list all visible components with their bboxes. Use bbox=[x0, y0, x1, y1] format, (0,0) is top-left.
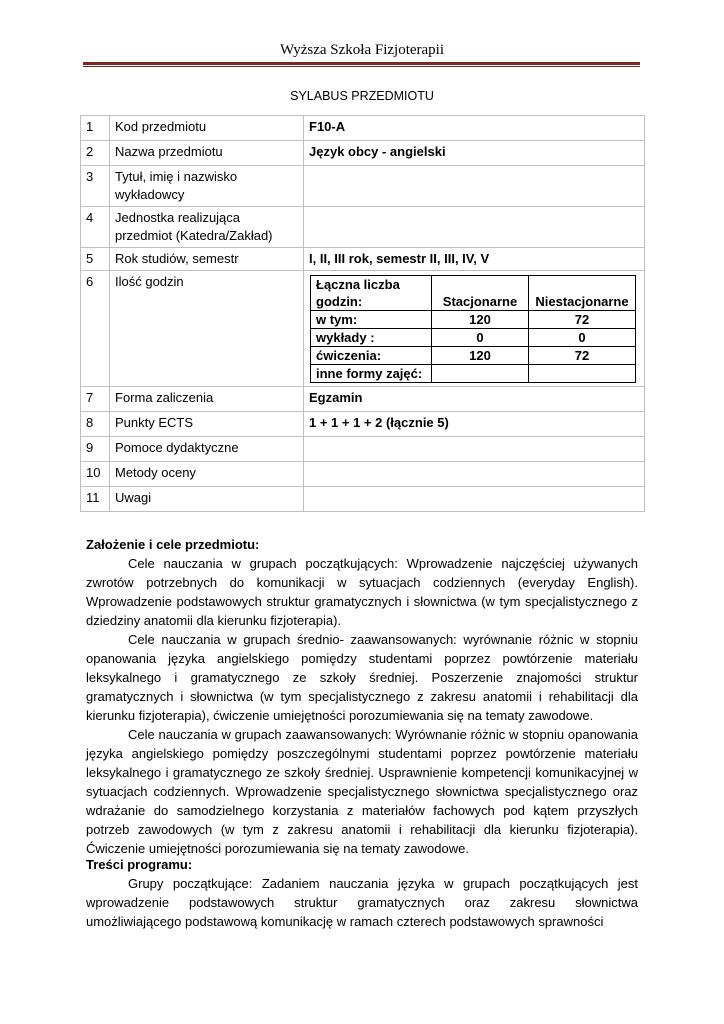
syllabus-table bbox=[80, 115, 645, 512]
table-row bbox=[81, 207, 645, 248]
hours-row-extramural: 0 bbox=[529, 329, 636, 347]
row-label: Pomoce dydaktyczne bbox=[110, 437, 304, 462]
row-number: 5 bbox=[81, 248, 110, 271]
goals-paragraph: Cele nauczania w grupach początkujących: Wprowadzenie najczęściej używanych zwrotów potrzebnych do komunikacji w sytuacjach codziennych (everyday English). Wprowadzenie podstawowych struktur gramatycznych i słownictwa (w tym specjalistycznego z dziedziny anatomii dla kierunku fizjoterapia). bbox=[86, 556, 638, 628]
table-row bbox=[81, 166, 645, 207]
row-number: 7 bbox=[81, 387, 110, 412]
table-row bbox=[81, 116, 645, 141]
hours-row bbox=[311, 329, 636, 347]
table-row bbox=[81, 248, 645, 271]
hours-row bbox=[311, 365, 636, 383]
hours-row-label: wykłady : bbox=[311, 329, 432, 347]
table-row bbox=[81, 271, 645, 387]
row-number: 3 bbox=[81, 166, 110, 207]
goals-section bbox=[86, 535, 638, 858]
row-value: Egzamin bbox=[304, 387, 645, 412]
row-number: 4 bbox=[81, 207, 110, 248]
row-value: I, II, III rok, semestr II, III, IV, V bbox=[304, 248, 645, 271]
table-row bbox=[81, 487, 645, 512]
hours-row-label: inne formy zajęć: bbox=[311, 365, 432, 383]
row-label: Kod przedmiotu bbox=[110, 116, 304, 141]
row-value bbox=[304, 166, 645, 207]
content-section bbox=[86, 855, 638, 931]
hours-row-stationary: 120 bbox=[432, 311, 529, 329]
row-number: 11 bbox=[81, 487, 110, 512]
row-number: 9 bbox=[81, 437, 110, 462]
hours-row bbox=[311, 347, 636, 365]
hours-row-extramural bbox=[529, 365, 636, 383]
row-label: Uwagi bbox=[110, 487, 304, 512]
page-header-title: Wyższa Szkoła Fizjoterapii bbox=[279, 42, 445, 58]
hours-row-extramural: 72 bbox=[529, 311, 636, 329]
hours-header-row bbox=[311, 276, 636, 311]
row-label: Rok studiów, semestr bbox=[110, 248, 304, 271]
hours-row bbox=[311, 311, 636, 329]
hours-row-stationary bbox=[432, 365, 529, 383]
row-value bbox=[304, 462, 645, 487]
row-value: 1 + 1 + 1 + 2 (łącznie 5) bbox=[304, 412, 645, 437]
hours-row-stationary: 120 bbox=[432, 347, 529, 365]
header-rule-thin bbox=[83, 66, 640, 67]
row-label: Forma zaliczenia bbox=[110, 387, 304, 412]
table-row bbox=[81, 412, 645, 437]
table-row bbox=[81, 437, 645, 462]
table-row bbox=[81, 462, 645, 487]
row-label: Punkty ECTS bbox=[110, 412, 304, 437]
hours-table bbox=[310, 275, 636, 383]
document-title: SYLABUS PRZEDMIOTU bbox=[290, 89, 434, 103]
row-value bbox=[304, 487, 645, 512]
row-value: Język obcy - angielski bbox=[304, 141, 645, 166]
row-value-hours bbox=[304, 271, 645, 387]
row-label: Nazwa przedmiotu bbox=[110, 141, 304, 166]
table-row bbox=[81, 141, 645, 166]
goals-paragraph: Cele nauczania w grupach średnio- zaawansowanych: wyrównanie różnic w stopniu opanowania języka angielskiego pomiędzy studentami poprzez powtórzenie materiału leksykalnego i gramatycznego ze szkoły średniej. Poszerzenie znajomości struktur gramatycznych i słownictwa (w tym specjalistycznego z zakresu anatomii i rehabilitacji dla kierunku fizjoterapia), ćwiczenie umiejętności porozumiewania się na tematy zawodowe. bbox=[86, 632, 638, 723]
row-label: Tytuł, imię i nazwisko wykładowcy bbox=[110, 166, 304, 207]
goals-paragraph: Cele nauczania w grupach zaawansowanych: Wyrównanie różnic w stopniu opanowania języka angielskiego pomiędzy poszczególnymi studentami poprzez powtórzenie materiału leksykalnego i gramatycznego ze szkoły średniej. Usprawnienie kompetencji komunikacyjnej w sytuacjach codziennych. Wprowadzenie specjalistycznego słownictwa specjalistycznego oraz wdrażanie do samodzielnego korzystania z materiałów fachowych pod kątem przyszłych potrzeb zawodowych (w tym z zakresu anatomii i rehabilitacji dla kierunku fizjoterapia). Ćwiczenie umiejętności porozumiewania się na tematy zawodowe. bbox=[86, 727, 638, 856]
row-number: 6 bbox=[81, 271, 110, 387]
table-row bbox=[81, 387, 645, 412]
header-rule-thick bbox=[83, 62, 640, 65]
row-value: F10-A bbox=[304, 116, 645, 141]
row-label: Ilość godzin bbox=[110, 271, 304, 387]
row-number: 10 bbox=[81, 462, 110, 487]
content-paragraph: Grupy początkujące: Zadaniem nauczania języka w grupach początkujących jest wprowadzenie podstawowych struktur gramatycznych oraz zakresu słownictwa umożliwiającego podstawową komunikację w ramach czterech podstawowych sprawności bbox=[86, 876, 638, 929]
content-heading: Treści programu: bbox=[86, 857, 193, 872]
goals-heading: Założenie i cele przedmiotu: bbox=[86, 537, 260, 552]
row-number: 1 bbox=[81, 116, 110, 141]
hours-header-total: Łączna liczba godzin: bbox=[311, 276, 432, 311]
hours-row-extramural: 72 bbox=[529, 347, 636, 365]
row-value bbox=[304, 207, 645, 248]
row-value bbox=[304, 437, 645, 462]
hours-row-label: ćwiczenia: bbox=[311, 347, 432, 365]
row-number: 8 bbox=[81, 412, 110, 437]
row-number: 2 bbox=[81, 141, 110, 166]
hours-row-stationary: 0 bbox=[432, 329, 529, 347]
hours-header-stationary: Stacjonarne bbox=[432, 276, 529, 311]
row-label: Jednostka realizująca przedmiot (Katedra/Zakład) bbox=[110, 207, 304, 248]
hours-row-label: w tym: bbox=[311, 311, 432, 329]
row-label: Metody oceny bbox=[110, 462, 304, 487]
hours-header-extramural: Niestacjonarne bbox=[529, 276, 636, 311]
